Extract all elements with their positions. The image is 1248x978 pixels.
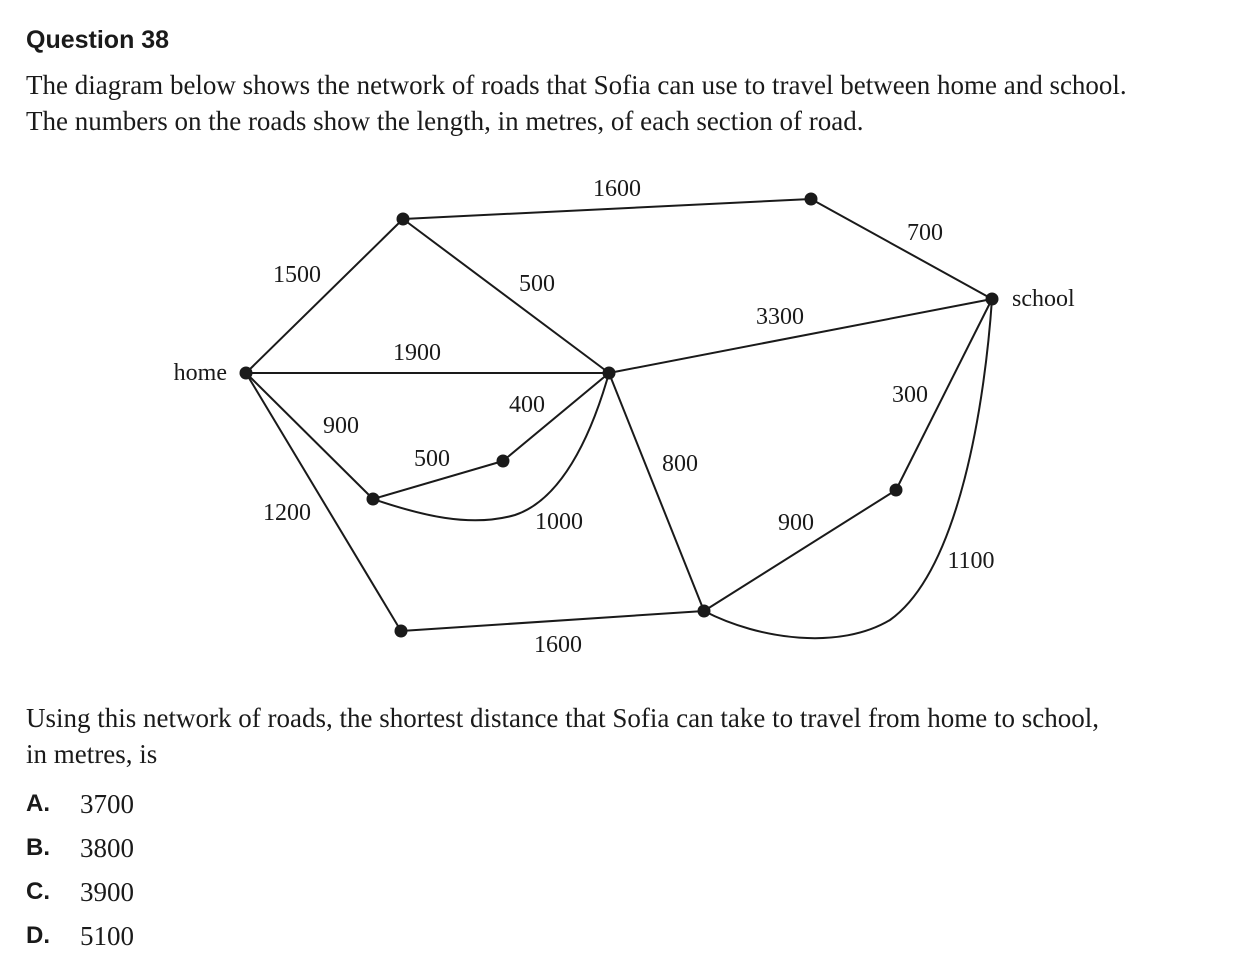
edge-label: 900 — [778, 510, 814, 536]
edge-label: 1600 — [593, 176, 641, 202]
road-upperright-school — [811, 199, 992, 299]
option-d[interactable] — [26, 914, 134, 958]
edge-label: 1600 — [534, 632, 582, 658]
edge-label: 1500 — [273, 262, 321, 288]
edge-label: 700 — [907, 220, 943, 246]
option-c[interactable] — [26, 870, 134, 914]
edge-label: 1900 — [393, 340, 441, 366]
option-letter: B. — [26, 834, 50, 861]
node-lower-right — [890, 484, 903, 497]
node-home — [240, 367, 253, 380]
road-home-top — [246, 219, 403, 373]
answer-options — [26, 782, 134, 958]
edge-label: 400 — [509, 392, 545, 418]
option-letter: D. — [26, 922, 50, 949]
option-value: 3800 — [80, 832, 134, 863]
prompt-line-1: Using this network of roads, the shortest distance that Sofia can take to travel from home to school, — [26, 703, 1099, 733]
intro-line-1: The diagram below shows the network of roads that Sofia can use to travel between home and school. — [26, 70, 1127, 100]
option-b[interactable] — [26, 826, 134, 870]
option-a[interactable] — [26, 782, 134, 826]
node-center — [603, 367, 616, 380]
edge-label: 900 — [323, 413, 359, 439]
edge-label: 1000 — [535, 509, 583, 535]
edge-label: 300 — [892, 382, 928, 408]
node-school — [986, 293, 999, 306]
road-midleft-center-curve — [373, 373, 609, 520]
node-upper-right — [805, 193, 818, 206]
edge-label: 500 — [414, 446, 450, 472]
node-bottom-left — [395, 625, 408, 638]
option-value: 3900 — [80, 876, 134, 907]
edge-label: 800 — [662, 451, 698, 477]
option-letter: A. — [26, 790, 50, 817]
edge-label: 500 — [519, 271, 555, 297]
edge-label: 1100 — [947, 548, 995, 574]
question-prompt — [26, 700, 1226, 772]
road-bottomright-school-curve — [704, 299, 995, 638]
option-value: 5100 — [80, 920, 134, 951]
prompt-line-2: in metres, is — [26, 739, 158, 769]
option-letter: C. — [26, 878, 50, 905]
node-top — [397, 213, 410, 226]
intro-line-2: The numbers on the roads show the length, in metres, of each section of road. — [26, 106, 864, 136]
node-bottom-right — [698, 605, 711, 618]
labels — [174, 176, 1075, 658]
edge-label: 3300 — [756, 304, 804, 330]
road-bottomleft-bottomright — [401, 611, 704, 631]
road-bottomright-lowerright — [704, 490, 896, 611]
edge-label: 1200 — [263, 500, 311, 526]
home-label: home — [173, 360, 227, 386]
node-inner — [497, 455, 510, 468]
road-top-upperright — [403, 199, 811, 219]
option-value: 3700 — [80, 788, 134, 819]
school-label: school — [1012, 286, 1075, 312]
question-title: Question 38 — [26, 26, 170, 54]
road-center-bottomright — [609, 373, 704, 611]
node-mid-left — [367, 493, 380, 506]
